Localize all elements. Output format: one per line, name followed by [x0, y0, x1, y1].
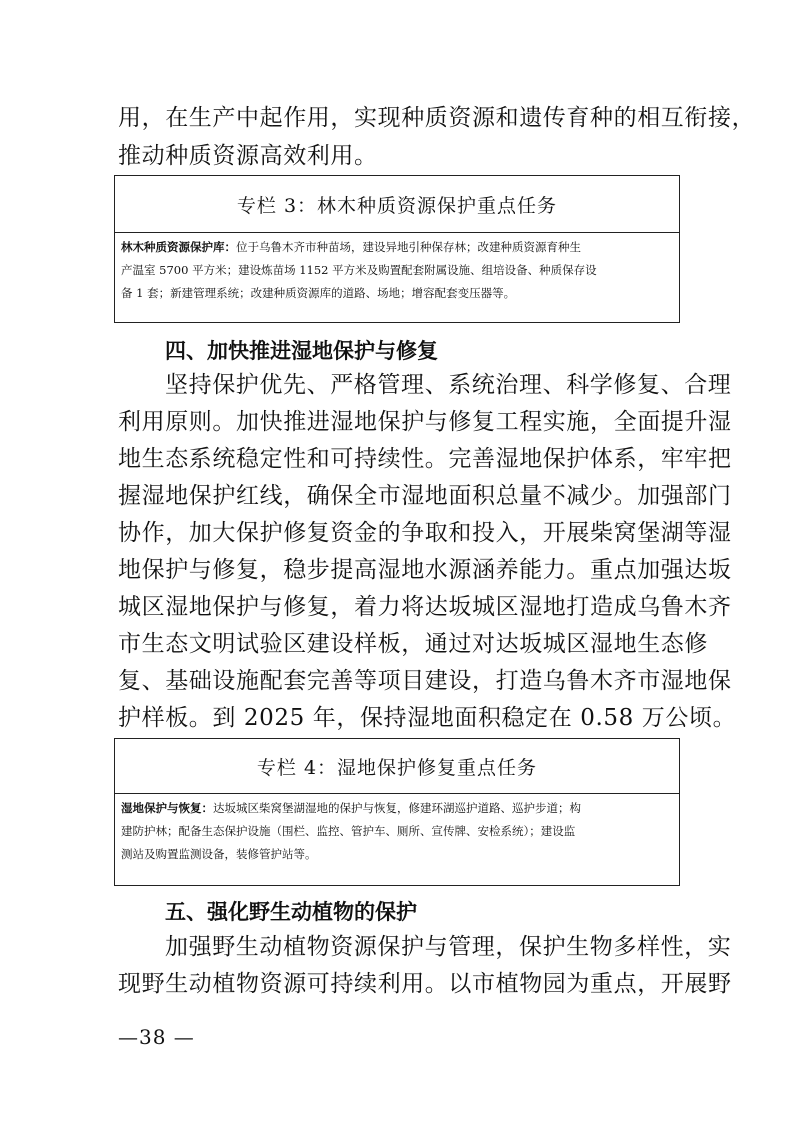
column-box-4-title: 专栏 4：湿地保护修复重点任务 [115, 739, 679, 794]
para4-line-2: 利用原则。加快推进湿地保护与修复工程实施，全面提升湿 [118, 409, 732, 435]
para4-line-3: 地生态系统稳定性和可持续性。完善湿地保护体系，牢牢把 [118, 446, 732, 472]
intro-line-2: 推动种质资源高效利用。 [118, 143, 378, 169]
intro-line-1: 用，在生产中起作用，实现种质资源和遗传育种的相互衔接， [118, 105, 756, 131]
column-box-4-line-3: 测站及购置监测设备，装修管护站等。 [121, 847, 317, 861]
para4-line-8: 市生态文明试验区建设样板，通过对达坂城区湿地生态修 [118, 631, 708, 657]
para5-line-1: 加强野生动植物资源保护与管理，保护生物多样性，实 [165, 934, 732, 960]
column-box-3-line-1: 林木种质资源保护库：位于乌鲁木齐市种苗场，建设异地引种保存林；改建种质资源育种生 [121, 240, 581, 254]
para5-line-2: 现野生动植物资源可持续利用。以市植物园为重点，开展野 [118, 971, 732, 997]
para4-line-10: 护样板。到 2025 年，保持湿地面积稳定在 0.58 万公顷。 [118, 705, 737, 731]
para4-line-1: 坚持保护优先、严格管理、系统治理、科学修复、合理 [165, 372, 732, 398]
section-heading-4: 四、加快推进湿地保护与修复 [165, 339, 438, 363]
para4-line-4: 握湿地保护红线，确保全市湿地面积总量不减少。加强部门 [118, 483, 732, 509]
column-box-4-line-2: 建防护林；配备生态保护设施（围栏、监控、管护车、厕所、宣传牌、安检系统）；建设监 [121, 824, 576, 838]
para4-line-5: 协作，加大保护修复资金的争取和投入，开展柴窝堡湖等湿 [118, 520, 732, 546]
page-number: —38 — [118, 1025, 195, 1049]
column-box-4-body [115, 794, 679, 866]
para4-line-6: 地保护与修复，稳步提高湿地水源涵养能力。重点加强达坂 [118, 557, 732, 583]
column-box-4 [114, 738, 680, 886]
column-box-3-lead: 林木种质资源保护库： [121, 240, 236, 254]
section-heading-5: 五、强化野生动植物的保护 [165, 900, 417, 924]
column-box-4-line-1: 湿地保护与恢复：达坂城区柴窝堡湖湿地的保护与恢复，修建环湖巡护道路、巡护步道；构 [121, 801, 581, 815]
column-box-3-body [115, 233, 679, 305]
para4-line-9: 复、基础设施配套完善等项目建设，打造乌鲁木齐市湿地保 [118, 668, 732, 694]
column-box-4-lead: 湿地保护与恢复： [121, 801, 213, 815]
para4-line-7: 城区湿地保护与修复，着力将达坂城区湿地打造成乌鲁木齐 [118, 594, 732, 620]
column-box-3-title: 专栏 3：林木种质资源保护重点任务 [115, 176, 679, 233]
column-box-3 [114, 175, 680, 323]
column-box-3-line-3: 备 1 套；新建管理系统；改建种质资源库的道路、场地；增容配套变压器等。 [121, 286, 516, 300]
column-box-3-line-2: 产温室 5700 平方米；建设炼苗场 1152 平方米及购置配套附属设施、组培设备、种质保存设 [121, 263, 597, 277]
